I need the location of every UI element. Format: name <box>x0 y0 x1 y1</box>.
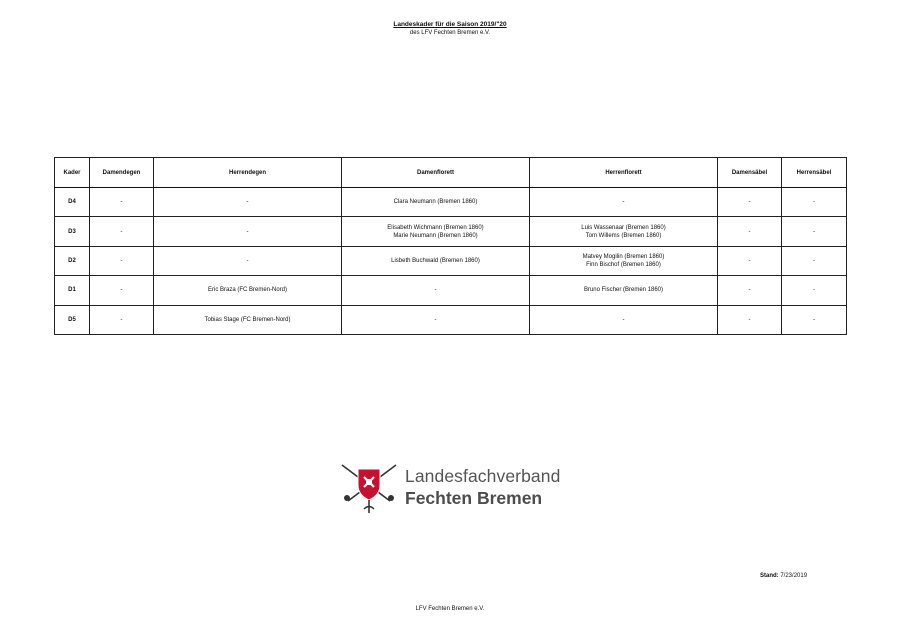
herrenflorett-cell <box>530 188 718 217</box>
herrenflorett-cell <box>530 305 718 334</box>
damendegen-cell: - <box>90 246 154 275</box>
athlete-name: Elisabeth Wichmann (Bremen 1860) <box>387 224 484 231</box>
athlete-name: Clara Neumann (Bremen 1860) <box>393 199 478 206</box>
logo-wordmark <box>405 465 560 509</box>
athlete-name: - <box>434 287 437 294</box>
kader-cell: D2 <box>55 246 90 275</box>
kader-cell: D1 <box>55 276 90 305</box>
herrendegen-cell: - <box>154 188 342 217</box>
document-header <box>0 21 900 37</box>
athlete-name: - <box>622 316 625 323</box>
document-title: Landeskader für die Saison 2019/"20 <box>393 21 507 28</box>
kader-table <box>54 157 847 335</box>
table-row <box>55 305 847 334</box>
page-footer: LFV Fechten Bremen e.V. <box>415 606 485 612</box>
damendegen-cell: - <box>90 305 154 334</box>
herrensaebel-cell: - <box>782 217 847 246</box>
table-row <box>55 188 847 217</box>
column-header-herrensaebel: Herrensäbel <box>782 158 847 188</box>
herrensaebel-cell: - <box>782 276 847 305</box>
herrendegen-cell: - <box>154 217 342 246</box>
herrenflorett-cell <box>530 217 718 246</box>
athlete-name: Lisbeth Buchwald (Bremen 1860) <box>391 257 480 264</box>
athlete-name: Tom Willems (Bremen 1860) <box>585 232 662 239</box>
table-header-row <box>55 158 847 188</box>
athlete-name: Bruno Fischer (Bremen 1860) <box>583 287 664 294</box>
stand-date <box>760 573 807 579</box>
column-header-damenflorett: Damenflorett <box>342 158 530 188</box>
athlete-name: Luis Wassenaar (Bremen 1860) <box>581 224 666 231</box>
damensaebel-cell: - <box>718 276 782 305</box>
damensaebel-cell: - <box>718 246 782 275</box>
damensaebel-cell: - <box>718 188 782 217</box>
herrensaebel-cell: - <box>782 246 847 275</box>
athlete-name: - <box>622 199 625 206</box>
herrenflorett-cell <box>530 246 718 275</box>
herrendegen-cell: Tobias Stage (FC Bremen-Nord) <box>154 305 342 334</box>
herrensaebel-cell: - <box>782 305 847 334</box>
column-header-damensaebel: Damensäbel <box>718 158 782 188</box>
damenflorett-cell <box>342 217 530 246</box>
athlete-name: Marie Neumann (Bremen 1860) <box>393 232 478 239</box>
damendegen-cell: - <box>90 217 154 246</box>
document-subtitle: des LFV Fechten Bremen e.V. <box>409 30 491 36</box>
column-header-herrendegen: Herrendegen <box>154 158 342 188</box>
damendegen-cell: - <box>90 276 154 305</box>
kader-cell: D4 <box>55 188 90 217</box>
column-header-damendegen: Damendegen <box>90 158 154 188</box>
athlete-name: Finn Bischof (Bremen 1860) <box>586 261 661 268</box>
table-row <box>55 246 847 275</box>
athlete-name: - <box>434 316 437 323</box>
kader-cell: D3 <box>55 217 90 246</box>
damenflorett-cell <box>342 276 530 305</box>
herrendegen-cell: Eric Braza (FC Bremen-Nord) <box>154 276 342 305</box>
herrendegen-cell: - <box>154 246 342 275</box>
herrensaebel-cell: - <box>782 188 847 217</box>
athlete-name: Matvey Mogilin (Bremen 1860) <box>582 253 665 260</box>
table-row <box>55 276 847 305</box>
column-header-kader: Kader <box>55 158 90 188</box>
damenflorett-cell <box>342 305 530 334</box>
logo-text-line2: Fechten Bremen <box>405 488 543 508</box>
damenflorett-cell <box>342 246 530 275</box>
stand-label: Stand: <box>760 573 779 579</box>
damendegen-cell: - <box>90 188 154 217</box>
stand-value: 7/23/2019 <box>780 573 808 579</box>
fencing-shield-logo-icon <box>338 457 400 515</box>
herrenflorett-cell <box>530 276 718 305</box>
column-header-herrenflorett: Herrenflorett <box>530 158 718 188</box>
kader-cell: D5 <box>55 305 90 334</box>
table-row <box>55 217 847 246</box>
damensaebel-cell: - <box>718 305 782 334</box>
damensaebel-cell: - <box>718 217 782 246</box>
lfv-logo <box>338 457 578 517</box>
damenflorett-cell <box>342 188 530 217</box>
logo-text-line1: Landesfachverband <box>405 466 561 486</box>
